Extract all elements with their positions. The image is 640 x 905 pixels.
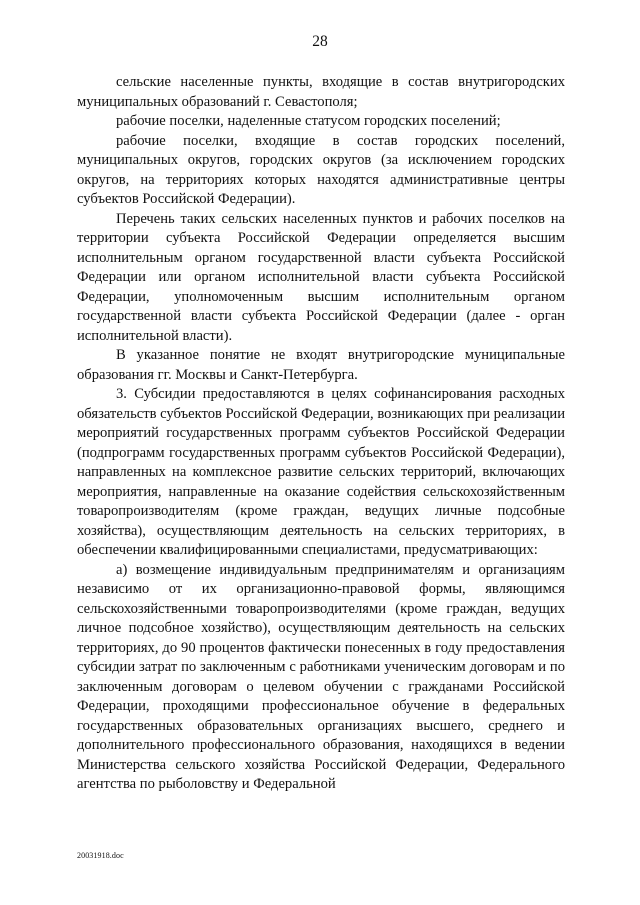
paragraph-7: а) возмещение индивидуальным предпринимателям и организациям независимо от их организационно-правовой формы, являющимся сельскохозяйственными товаропроизводителями (кроме граждан, ведущих личное подсобное хозяйство), осуществляющим деятельность на сельских территориях, до 90 процентов фактически понесенных в году предоставления субсидии затрат по заключенным с работниками ученическим договорам и по заключенным договорам о целевом обучении с гражданами Российской Федерации, проходящими профессиональное обучение в федеральных государственных образовательных организациях высшего, среднего и дополнительного профессионального образования, находящихся в ведении Министерства сельского хозяйства Российской Федерации, Федерального агентства по рыболовству и Федеральной	[77, 561, 565, 792]
paragraph-1: сельские населенные пункты, входящие в состав внутригородских муниципальных образований г. Севастополя;	[77, 74, 565, 110]
page-number: 28	[312, 33, 328, 50]
paragraph-3: рабочие поселки, входящие в состав городских поселений, муниципальных округов, городских округов (за исключением городских округов, на территориях которых находятся административные центры субъектов Российской Федерации).	[77, 132, 565, 207]
document-body	[77, 73, 565, 795]
paragraph-5: В указанное понятие не входят внутригородские муниципальные образования гг. Москвы и Санкт-Петербурга.	[77, 347, 565, 383]
file-name-footer: 20031918.doc	[77, 851, 124, 860]
paragraph-6: 3. Субсидии предоставляются в целях софинансирования расходных обязательств субъектов Российской Федерации, возникающих при реализации мероприятий государственных программ субъектов Российской Федерации (подпрограмм государственных программ субъектов Российской Федерации), направленных на комплексное развитие сельских территорий, включающих мероприятия, направленные на оказание содействия сельскохозяйственным товаропроизводителям (кроме граждан, ведущих личные подсобные хозяйства), осуществляющим деятельность на сельских территориях, в обеспечении квалифицированными специалистами, предусматривающих:	[77, 386, 565, 558]
paragraph-2: рабочие поселки, наделенные статусом городских поселений;	[116, 113, 501, 129]
paragraph-4: Перечень таких сельских населенных пунктов и рабочих поселков на территории субъекта Российской Федерации определяется высшим исполнительным органом государственной власти субъекта Российской Федерации или органом исполнительной власти субъекта Российской Федерации, уполномоченным высшим исполнительным органом государственной власти субъекта Российской Федерации (далее - орган исполнительной власти).	[77, 210, 565, 344]
